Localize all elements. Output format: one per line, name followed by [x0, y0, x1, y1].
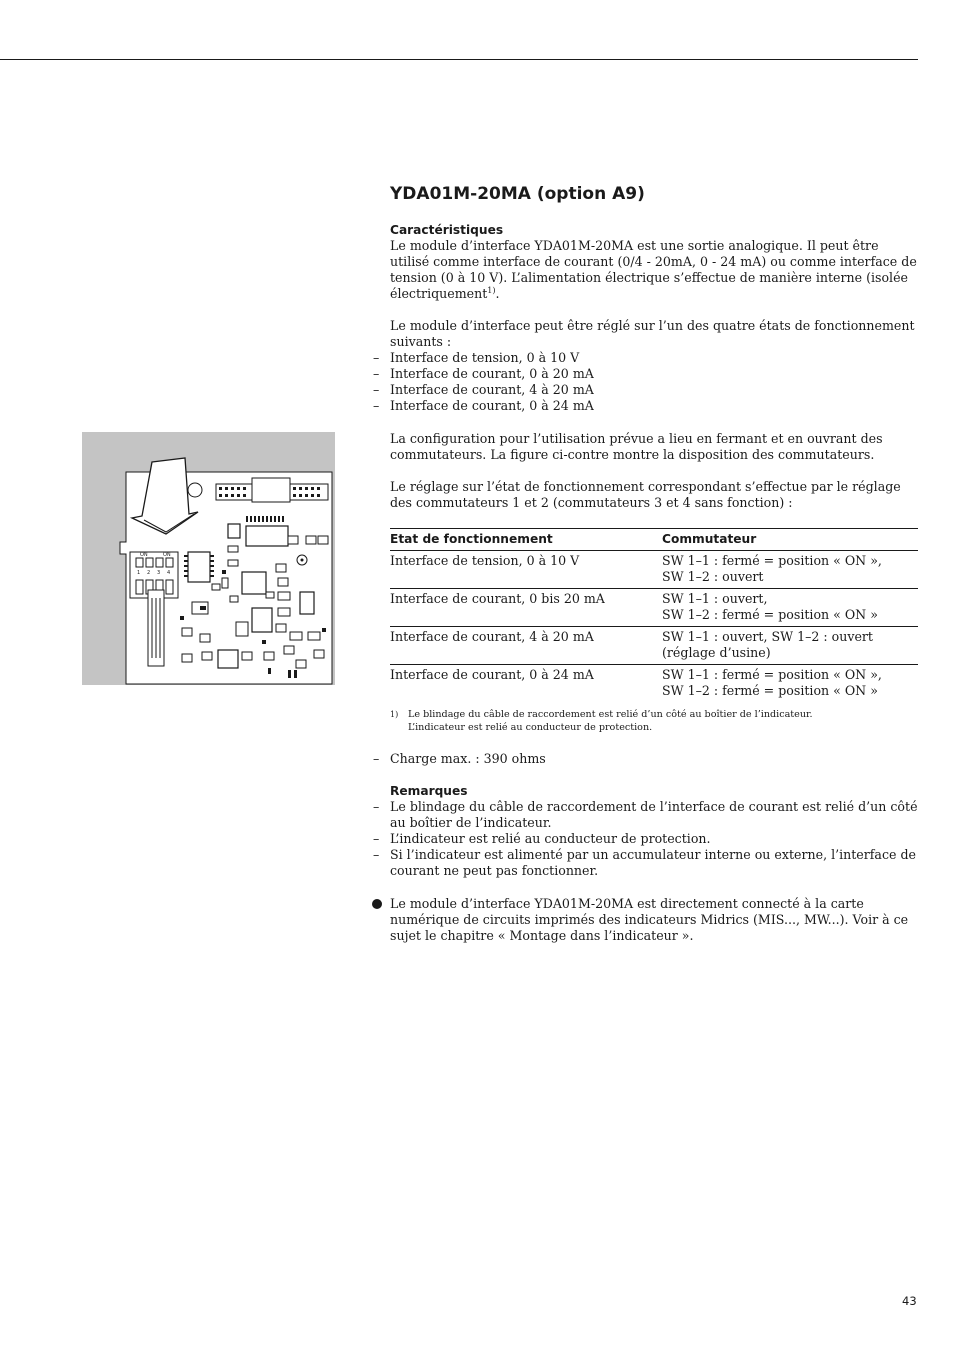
mode-item: – Interface de tension, 0 à 10 V: [390, 350, 918, 366]
note-item: Le module d’interface YDA01M-20MA est directement connecté à la carte numérique de circuits imprimés des indicateurs Midrics (MIS..., MW...). Voir à ce sujet le chapitre « Montage dans l’indicateur ».: [390, 896, 918, 944]
remarks-section: [390, 783, 918, 879]
features-section: [390, 222, 918, 302]
switch-number: 3: [157, 570, 161, 576]
switch-on-label: ON: [140, 552, 148, 558]
table-header-state: Etat de fonctionnement: [390, 532, 553, 546]
table-row: Interface de courant, 4 à 20 mA SW 1–1 : ouvert, SW 1–2 : ouvert (réglage d’usine): [390, 627, 918, 665]
table-row: Interface de courant, 0 à 24 mA SW 1–1 : fermé = position « ON », SW 1–2 : fermé = position « ON »: [390, 665, 918, 703]
footnote-ref: 1): [487, 285, 496, 295]
switch-on-label: ON: [163, 552, 171, 558]
remarks-heading: Remarques: [390, 784, 468, 798]
charge-item: – Charge max. : 390 ohms: [390, 751, 918, 767]
setting-text: Le réglage sur l’état de fonctionnement correspondant s’effectue par le réglage des commutateurs 1 et 2 (commutateurs 3 et 4 sans fonction) :: [390, 479, 901, 510]
switch-number: 2: [147, 570, 151, 576]
mode-item: – Interface de courant, 0 à 20 mA: [390, 366, 918, 382]
switch-number: 1: [137, 570, 141, 576]
mode-item: – Interface de courant, 0 à 24 mA: [390, 398, 918, 414]
remark-item: – Le blindage du câble de raccordement de l’interface de courant est relié d’un côté au boîtier de l’indicateur.: [390, 799, 918, 831]
mode-item: – Interface de courant, 4 à 20 mA: [390, 382, 918, 398]
table-header-switch: Commutateur: [662, 532, 757, 546]
switch-table: [390, 528, 918, 702]
note-section: [390, 896, 918, 944]
features-intro: Le module d’interface YDA01M-20MA est une sortie analogique. Il peut être utilisé comme interface de courant (0/4 - 20mA, 0 - 24 mA) ou comme interface de tension (0 à 10 V). L’alimentation électrique s’effectue de manière interne (isolée électriquement$^{1)}$.: [390, 238, 917, 301]
footnote-mark: 1): [390, 710, 399, 719]
page-title: YDA01M-20MA (option A9): [390, 184, 645, 204]
switch-number: 4: [167, 570, 171, 576]
page-number: 43: [902, 1294, 917, 1308]
table-row: Interface de courant, 0 bis 20 mA SW 1–1 : ouvert, SW 1–2 : fermé = position « ON »: [390, 589, 918, 627]
table-row: Interface de tension, 0 à 10 V SW 1–1 : fermé = position « ON », SW 1–2 : ouvert: [390, 551, 918, 589]
remark-item: – Si l’indicateur est alimenté par un accumulateur interne ou externe, l’interface de courant ne peut pas fonctionner.: [390, 847, 918, 879]
bullet-icon: [372, 899, 382, 909]
config-text: La configuration pour l’utilisation prévue a lieu en fermant et en ouvrant des commutateurs. La figure ci-contre montre la disposition des commutateurs.: [390, 431, 883, 462]
circuit-board-illustration: [82, 432, 335, 685]
table-header-row: [390, 529, 918, 551]
features-heading: Caractéristiques: [390, 223, 504, 237]
modes-section: [390, 318, 918, 414]
charge-section: [390, 751, 918, 767]
top-rule: [0, 59, 918, 60]
circuit-board-figure: [82, 432, 335, 685]
remark-item: – L’indicateur est relié au conducteur de protection.: [390, 831, 918, 847]
modes-intro: Le module d’interface peut être réglé sur l’un des quatre états de fonctionnement suivants :: [390, 318, 915, 349]
footnote: 1) Le blindage du câble de raccordement est relié d’un côté au boîtier de l’indicateur. L’indicateur est relié au conducteur de protection.: [390, 709, 813, 733]
